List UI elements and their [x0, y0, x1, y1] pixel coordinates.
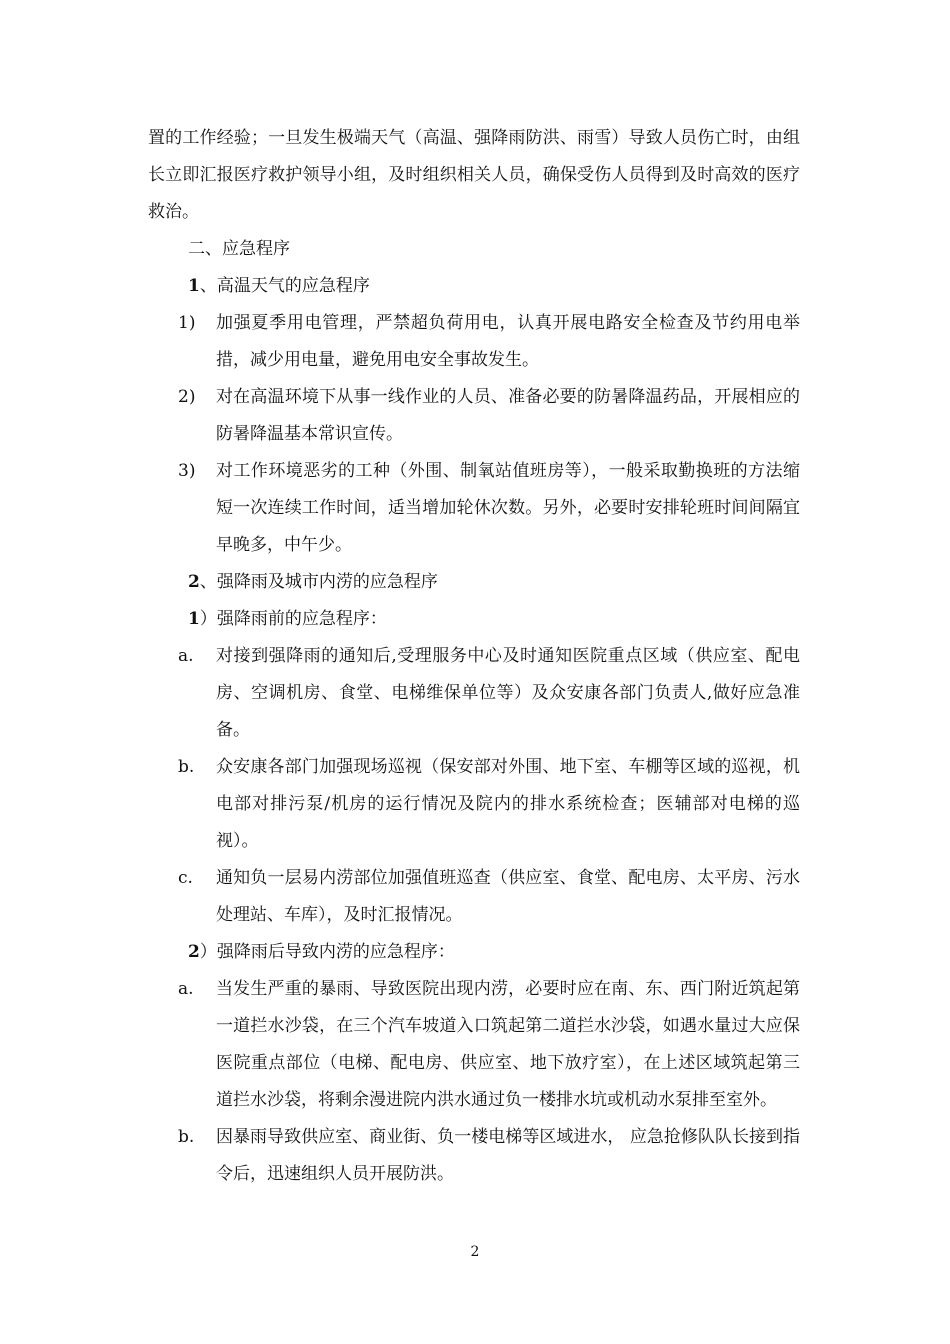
item-text: 众安康各部门加强现场巡视（保安部对外围、地下室、车棚等区域的巡视，机电部对排污泵/机房的运行情况及院内的排水系统检查；医辅部对电梯的巡视）。	[216, 757, 800, 851]
heading-text: ）强降雨前的应急程序：	[199, 609, 387, 629]
item-marker: c.	[178, 868, 193, 888]
heading-number: 1	[188, 276, 200, 296]
item-marker: 2)	[178, 387, 196, 407]
list-item	[178, 860, 800, 934]
subsection-heading-rain	[148, 564, 800, 601]
intro-paragraph: 置的工作经验；一旦发生极端天气（高温、强降雨防洪、雨雪）导致人员伤亡时，由组长立即汇报医疗救护领导小组，及时组织相关人员，确保受伤人员得到及时高效的医疗救治。	[148, 128, 800, 222]
item-text: 对工作环境恶劣的工种（外围、制氧站值班房等），一般采取勤换班的方法缩短一次连续工作时间，适当增加轮休次数。另外，必要时安排轮班时间间隔宜早晚多，中午少。	[216, 461, 800, 555]
page-number: 2	[470, 1244, 480, 1260]
item-marker: 3)	[178, 461, 196, 481]
item-marker: b.	[178, 757, 195, 777]
heading-text: 、强降雨及城市内涝的应急程序	[199, 572, 438, 592]
subsection-heading-heat	[148, 268, 800, 305]
item-text: 加强夏季用电管理，严禁超负荷用电，认真开展电路安全检查及节约用电举措，减少用电量，避免用电安全事故发生。	[216, 313, 800, 370]
list-item	[178, 971, 800, 1119]
heading-text: ）强降雨后导致内涝的应急程序：	[199, 942, 455, 962]
heading-number: 2	[188, 942, 200, 962]
item-marker: b.	[178, 1127, 195, 1147]
sub-heading-before-rain	[148, 601, 800, 638]
list-item	[178, 638, 800, 749]
item-text: 通知负一层易内涝部位加强值班巡查（供应室、食堂、配电房、太平房、污水处理站、车库），及时汇报情况。	[216, 868, 800, 925]
list-item	[178, 1119, 800, 1193]
heading-text: 、高温天气的应急程序	[199, 276, 370, 296]
item-marker: a.	[178, 646, 194, 666]
heading-number: 1	[188, 609, 200, 629]
heading-number: 2	[188, 572, 200, 592]
sub-heading-after-rain	[148, 934, 800, 971]
item-text: 对接到强降雨的通知后,受理服务中心及时通知医院重点区域（供应室、配电房、空调机房、食堂、电梯维保单位等）及众安康各部门负责人,做好应急准备。	[216, 646, 800, 740]
list-item	[178, 453, 800, 564]
list-item	[178, 305, 800, 379]
item-text: 当发生严重的暴雨、导致医院出现内涝，必要时应在南、东、西门附近筑起第一道拦水沙袋，在三个汽车坡道入口筑起第二道拦水沙袋，如遇水量过大应保医院重点部位（电梯、配电房、供应室、地下放疗室），在上述区域筑起第三道拦水沙袋，将剩余漫进院内洪水通过负一楼排水坑或机动水泵排至室外。	[216, 979, 800, 1110]
section-heading-emergency-procedures: 二、应急程序	[188, 239, 290, 259]
item-marker: 1)	[178, 313, 196, 333]
item-text: 对在高温环境下从事一线作业的人员、准备必要的防暑降温药品，开展相应的防暑降温基本常识宣传。	[216, 387, 800, 444]
item-text: 因暴雨导致供应室、商业街、负一楼电梯等区域进水， 应急抢修队队长接到指令后，迅速组织人员开展防洪。	[216, 1127, 800, 1184]
item-marker: a.	[178, 979, 194, 999]
list-item	[178, 379, 800, 453]
list-item	[178, 749, 800, 860]
